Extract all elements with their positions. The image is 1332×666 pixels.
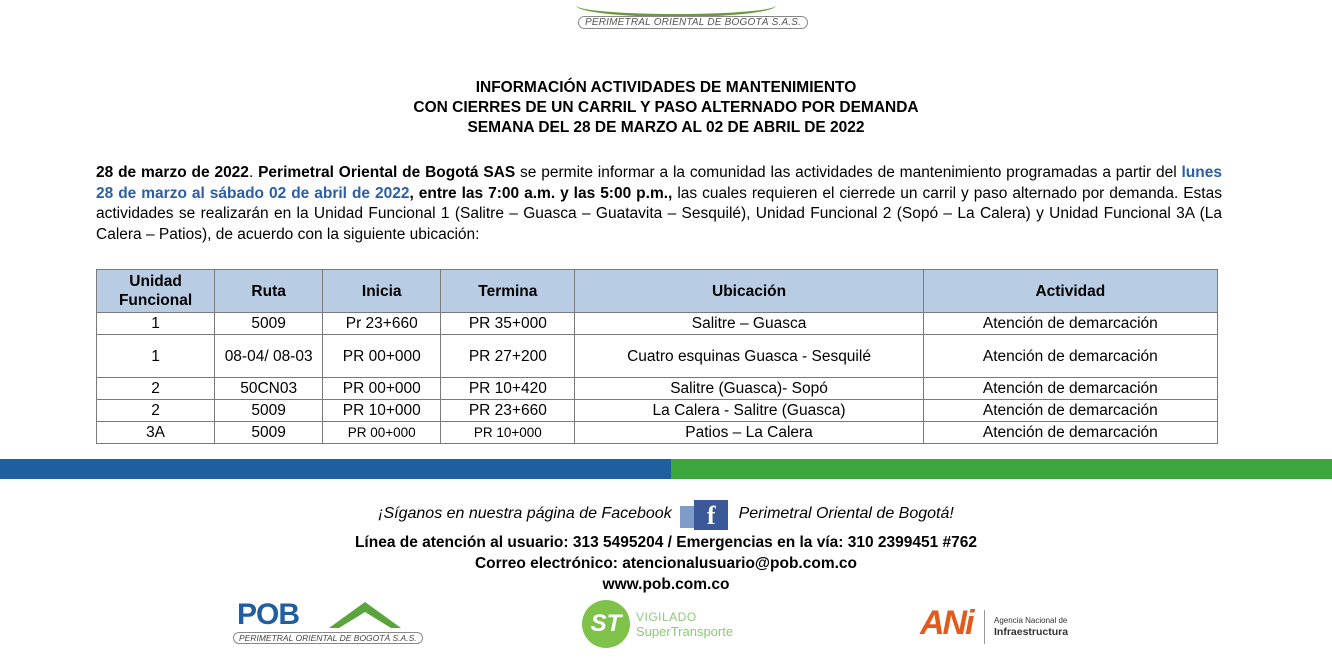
title-line-3: SEMANA DEL 28 DE MARZO AL 02 DE ABRIL DE 2022	[467, 119, 865, 136]
cell-inicia: Pr 23+660	[323, 313, 441, 335]
facebook-suffix: Perimetral Oriental de Bogotá!	[738, 505, 954, 523]
ani-logo	[918, 604, 1088, 648]
supertransporte-line-1: VIGILADO	[636, 610, 697, 624]
table-row	[97, 400, 1218, 422]
cell-termina: PR 35+000	[441, 313, 575, 335]
table-header-row	[97, 270, 1218, 313]
cell-actividad: Atención de demarcación	[923, 378, 1217, 400]
cell-ubicacion: La Calera - Salitre (Guasca)	[575, 400, 923, 422]
col-header-actividad: Actividad	[923, 270, 1217, 313]
cell-actividad: Atención de demarcación	[923, 400, 1217, 422]
col-header-inicia: Inicia	[323, 270, 441, 313]
col-header-termina: Termina	[441, 270, 575, 313]
cell-termina: PR 23+660	[441, 400, 575, 422]
cell-inicia: PR 00+000	[323, 378, 441, 400]
cell-inicia: PR 00+000	[323, 422, 441, 444]
col-header-unidad: Unidad Funcional	[97, 270, 215, 313]
cell-actividad: Atención de demarcación	[923, 422, 1217, 444]
table-row	[97, 422, 1218, 444]
cell-actividad: Atención de demarcación	[923, 313, 1217, 335]
phone-line: Línea de atención al usuario: 313 5495204 / Emergencias en la vía: 310 2399451 #762	[354, 534, 978, 551]
cell-termina: PR 10+420	[441, 378, 575, 400]
table-row	[97, 378, 1218, 400]
intro-comma: ,	[668, 184, 673, 202]
footer-band-blue	[0, 459, 671, 479]
intro-date: 28 de marzo de 2022	[96, 164, 249, 181]
cell-inicia: PR 00+000	[323, 335, 441, 378]
pob-logo-tagline: PERIMETRAL ORIENTAL DE BOGOTÁ S.A.S.	[233, 632, 423, 644]
cell-ruta: 5009	[215, 400, 323, 422]
cell-ubicacion: Patios – La Calera	[575, 422, 923, 444]
cell-unidad: 3A	[97, 422, 215, 444]
cell-ubicacion: Salitre (Guasca)- Sopó	[575, 378, 923, 400]
cell-unidad: 2	[97, 400, 215, 422]
document-title	[0, 78, 1332, 138]
cell-inicia: PR 10+000	[323, 400, 441, 422]
email-line[interactable]: Correo electrónico: atencionalusuario@pob.com.co	[474, 555, 857, 572]
facebook-line	[0, 498, 1332, 530]
intro-text-1: se permite informar a la comunidad las actividades de mantenimiento programadas a partir del	[515, 164, 1182, 181]
cell-ruta: 50CN03	[215, 378, 323, 400]
ani-line-1: Agencia Nacional de	[994, 616, 1068, 625]
cell-unidad: 1	[97, 313, 215, 335]
header-logo	[572, 0, 802, 34]
intro-sep: .	[248, 164, 259, 181]
table-row	[97, 335, 1218, 378]
cell-ubicacion: Cuatro esquinas Guasca - Sesquilé	[575, 335, 923, 378]
cell-termina: PR 10+000	[441, 422, 575, 444]
col-header-ubicacion: Ubicación	[575, 270, 923, 313]
supertransporte-mark: ST	[582, 600, 630, 648]
facebook-prefix: ¡Síganos en nuestra página de Facebook	[378, 505, 672, 523]
pob-logo-roof-inner	[339, 612, 391, 628]
ani-line-2: Infraestructura	[994, 626, 1069, 638]
intro-text-3: las cuales requieren el cierrede un carril y paso alternado por demanda. Estas actividades se realizarán en la Unidad Funcional 1 (Salitre – Guasca – Guatavita – Sesquilé), Unidad Funcional 2 (Sopó – La Calera) y Unidad Funcional 3A (La Calera – Patios), de acuerdo con la siguiente ubicación:	[96, 184, 1222, 243]
cell-unidad: 2	[97, 378, 215, 400]
web-line[interactable]: www.pob.com.co	[602, 576, 730, 593]
pob-logo	[233, 598, 417, 650]
cell-ubicacion: Salitre – Guasca	[575, 313, 923, 335]
intro-company: Perimetral Oriental de Bogotá SAS	[258, 164, 516, 181]
facebook-icon[interactable]: f	[680, 498, 730, 530]
intro-date-range: lunes 28 de marzo al sábado 02 de abril de 2022	[96, 164, 1222, 202]
logo-arc	[576, 0, 776, 17]
intro-text-2: , entre las 7:00 a.m. y las 5:00 p.m.	[409, 184, 669, 202]
title-line-1: INFORMACIÓN ACTIVIDADES DE MANTENIMIENTO	[475, 79, 857, 96]
table-row	[97, 313, 1218, 335]
supertransporte-line-2: SuperTransporte	[636, 624, 734, 639]
maintenance-table	[96, 269, 1218, 444]
cell-ruta: 08-04/ 08-03	[215, 335, 323, 378]
cell-unidad: 1	[97, 335, 215, 378]
pob-logo-word: POB	[237, 598, 300, 631]
cell-ruta: 5009	[215, 422, 323, 444]
footer-band-green	[671, 459, 1332, 479]
col-header-ruta: Ruta	[215, 270, 323, 313]
title-line-2: CON CIERRES DE UN CARRIL Y PASO ALTERNADO POR DEMANDA	[413, 99, 919, 116]
ani-mark: ANi	[920, 604, 973, 642]
ani-separator	[984, 610, 985, 644]
intro-paragraph	[96, 163, 1222, 245]
cell-termina: PR 27+200	[441, 335, 575, 378]
contact-block	[0, 532, 1332, 595]
supertransporte-logo	[582, 598, 752, 652]
header-logo-tagline: PERIMETRAL ORIENTAL DE BOGOTÁ S.A.S.	[578, 16, 808, 29]
cell-ruta: 5009	[215, 313, 323, 335]
cell-actividad: Atención de demarcación	[923, 335, 1217, 378]
